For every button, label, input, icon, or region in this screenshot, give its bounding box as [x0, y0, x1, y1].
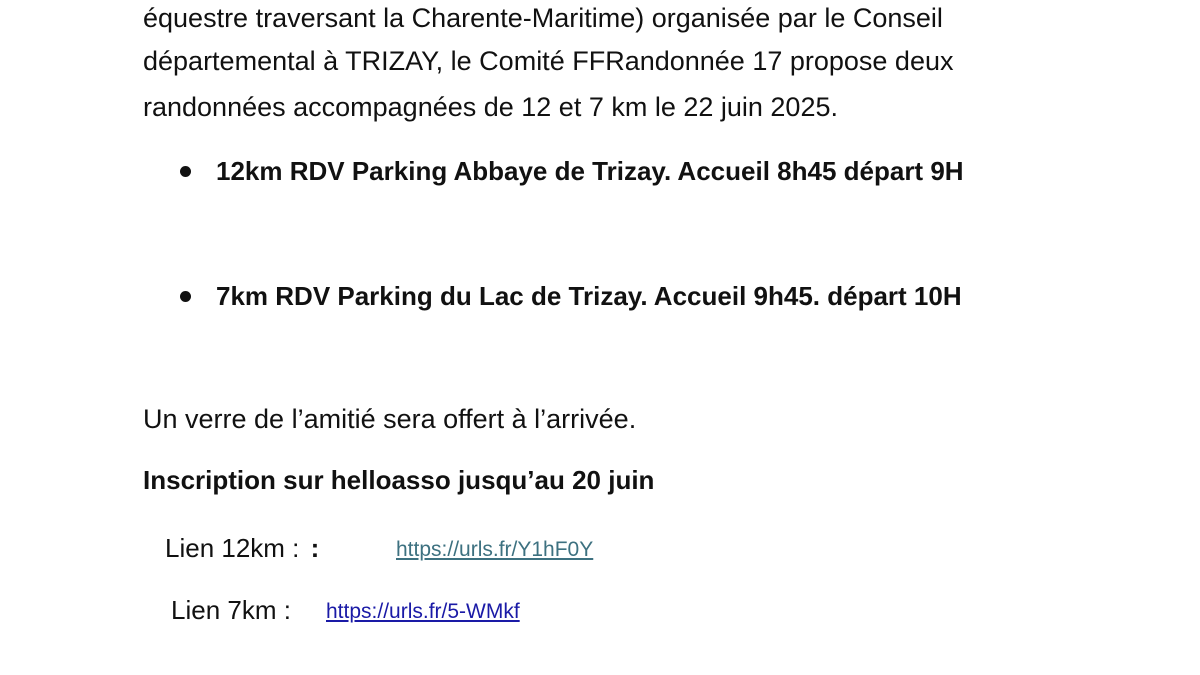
registration-heading: Inscription sur helloasso jusqu’au 20 juin — [143, 465, 655, 495]
link-label-text: Lien 12km : — [165, 533, 307, 563]
link-url-12km[interactable]: https://urls.fr/Y1hF0Y — [396, 538, 594, 561]
welcome-drink-text: Un verre de l’amitié sera offert à l’arrivée. — [143, 404, 637, 434]
link-label-12km — [165, 531, 319, 565]
bullet-text: 7km RDV Parking du Lac de Trizay. Accueil 9h45. départ 10H — [216, 281, 962, 311]
bullet-item-7km — [180, 279, 962, 313]
bullet-item-12km — [180, 154, 964, 188]
link-label-text: Lien 7km : — [171, 595, 291, 625]
intro-line-3: randonnées accompagnées de 12 et 7 km le 22 juin 2025. — [143, 92, 838, 122]
intro-line-2: départemental à TRIZAY, le Comité FFRandonnée 17 propose deux — [143, 46, 954, 76]
bullet-icon — [180, 291, 191, 302]
link-separator: : — [310, 533, 320, 563]
link-url-7km[interactable]: https://urls.fr/5-WMkf — [326, 600, 520, 623]
bullet-icon — [180, 166, 191, 177]
intro-line-1: équestre traversant la Charente-Maritime) organisée par le Conseil — [143, 3, 943, 33]
bullet-text: 12km RDV Parking Abbaye de Trizay. Accueil 8h45 départ 9H — [216, 156, 964, 186]
link-label-7km — [171, 593, 291, 627]
